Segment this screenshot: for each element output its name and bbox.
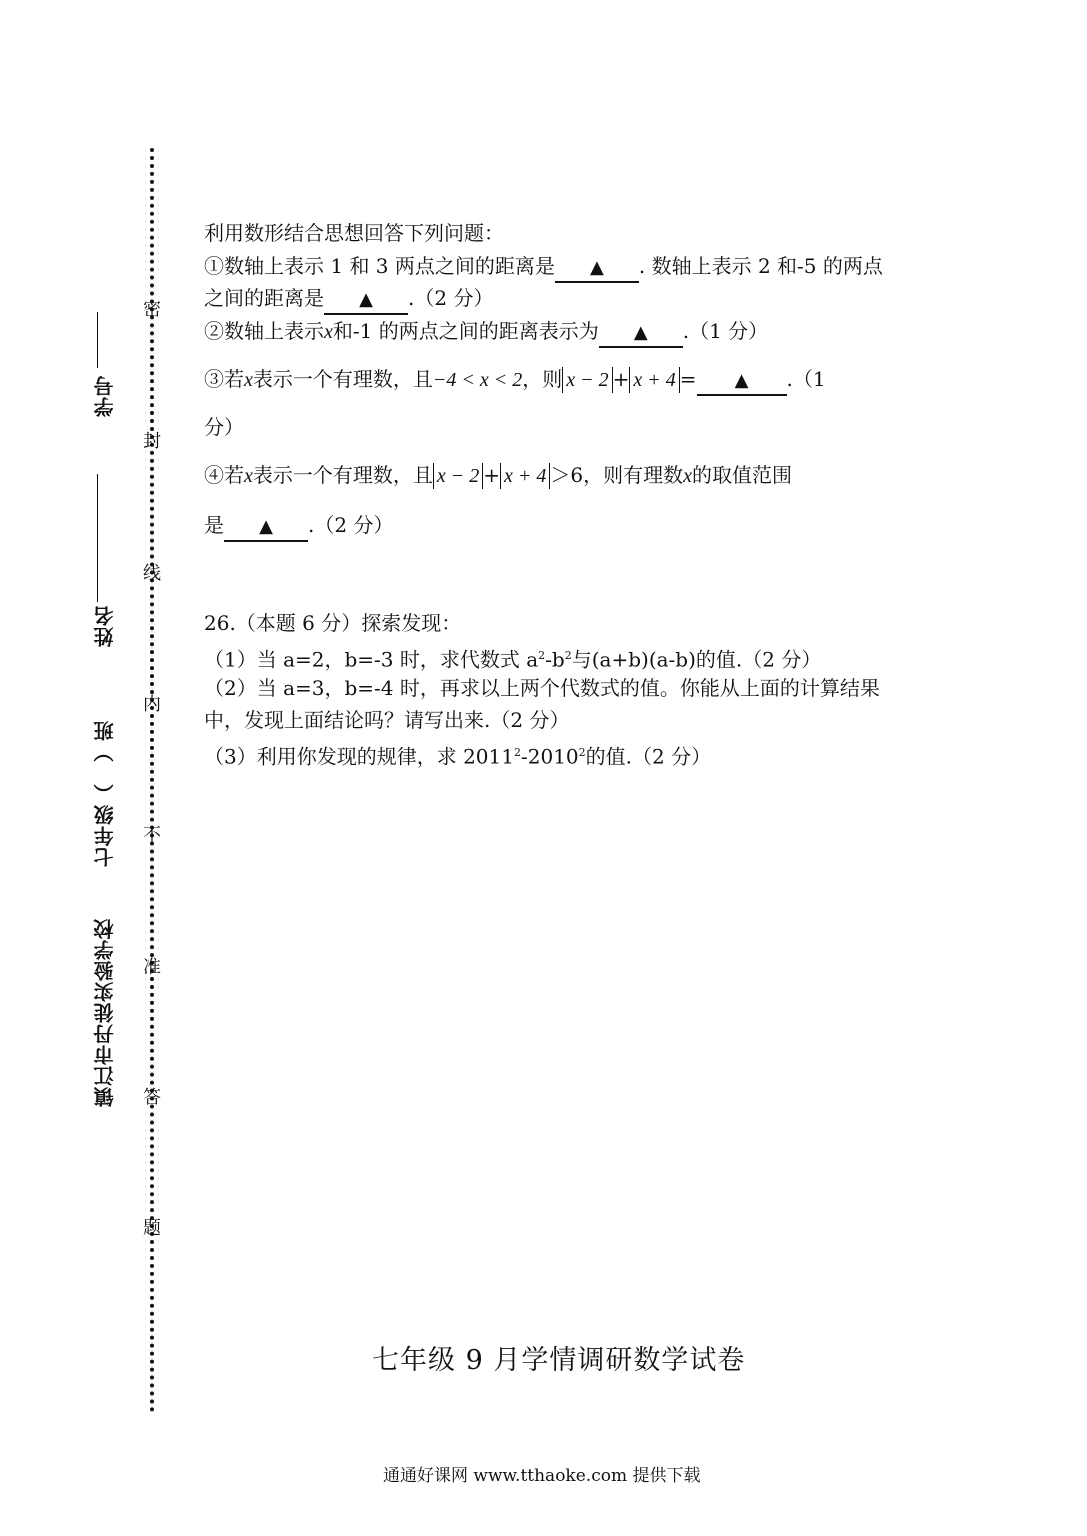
q25-part3-line2: 分） [204, 415, 244, 439]
seal-char: 内 [143, 694, 161, 715]
exponent: 2 [538, 649, 546, 662]
q25-p1-text-d: .（2 分） [408, 286, 494, 310]
q25-p3-text-e: .（1 [786, 367, 826, 391]
plus-sign: + [612, 367, 630, 391]
exponent: 2 [564, 649, 572, 662]
seal-char: 准 [143, 957, 161, 978]
answer-blank[interactable] [599, 318, 683, 348]
class-label: 七年级（ ）班 [93, 720, 117, 867]
abs-expression-1: x − 2 [433, 463, 483, 489]
seal-char: 题 [143, 1218, 161, 1239]
exponent: 2 [513, 746, 521, 759]
inequality: −4 < x < 2 [432, 369, 523, 391]
answer-triangle-icon: ▲ [259, 516, 273, 537]
abs-expression-2: x + 4 [629, 367, 679, 393]
seal-char: 不 [143, 825, 161, 846]
answer-triangle-icon: ▲ [734, 370, 749, 391]
exam-title: 七年级 9 月学情调研数学试卷 [372, 1345, 746, 1376]
seal-char: 线 [143, 563, 161, 584]
footer-credit: 通通好课网 www.tthaoke.com 提供下载 [383, 1466, 701, 1486]
answer-blank[interactable] [224, 512, 308, 542]
q25-p2-text-b: 和-1 的两点之间的距离表示为 [332, 319, 599, 343]
var-x: x [324, 321, 333, 343]
q25-p1-text-c: 之间的距离是 [204, 286, 324, 310]
q25-p3-text-b: 表示一个有理数，且 [252, 367, 433, 391]
student-id-blank-line [97, 312, 98, 368]
q25-part4-line2 [204, 512, 393, 542]
var-x: x [244, 465, 253, 487]
q26-s3-text-a: （3）利用你发现的规律，求 2011 [204, 744, 514, 769]
abs-expression-2: x + 4 [500, 463, 550, 489]
q26-header: 26.（本题 6 分）探索发现： [204, 611, 462, 635]
answer-blank[interactable] [324, 285, 408, 315]
q25-part2 [204, 318, 768, 348]
name-blank-line [97, 474, 98, 602]
q26-sub3 [204, 740, 711, 770]
q25-part3-line1 [204, 366, 826, 396]
answer-triangle-icon: ▲ [589, 257, 604, 278]
equals-sign: = [679, 367, 697, 391]
q25-p1-text-a: ①数轴上表示 1 和 3 两点之间的距离是 [204, 254, 555, 278]
q26-s1-text-b: -b [545, 647, 565, 672]
q26-sub2-line2: 中，发现上面结论吗？请写出来.（2 分） [204, 708, 570, 732]
name-label: 姓名 [93, 605, 117, 647]
answer-blank[interactable] [555, 253, 639, 283]
q25-part1-line2 [204, 285, 493, 315]
q25-p4-text-e: 是 [204, 513, 224, 537]
abs-expression-1: x − 2 [562, 367, 612, 393]
q26-sub2-line1: （2）当 a=3，b=-4 时，再求以上两个代数式的值。你能从上面的计算结果 [204, 676, 880, 700]
seal-char: 封 [143, 431, 161, 452]
plus-sign: + [483, 463, 501, 487]
q26-s1-text-a: （1）当 a=2，b=-3 时，求代数式 a [204, 647, 539, 672]
q25-p1-text-b: . 数轴上表示 2 和-5 的两点 [638, 254, 883, 278]
q25-p2-text-c: .（1 分） [682, 319, 769, 343]
student-id-label: 学号 [93, 375, 117, 417]
q25-p4-text-c: ＞6，则有理数 [550, 463, 684, 487]
q26-s3-text-c: 的值.（2 分） [585, 744, 712, 769]
q26-s1-text-c: 与(a+b)(a-b)的值.（2 分） [571, 647, 822, 672]
exponent: 2 [578, 746, 586, 759]
q25-p4-text-f: .（2 分） [308, 513, 394, 537]
seal-char: 答 [143, 1087, 161, 1108]
q25-p3-text-c: ，则 [522, 367, 563, 391]
school-label: 镇江市丹徒实验学校 [93, 918, 117, 1107]
answer-triangle-icon: ▲ [633, 322, 648, 343]
q26-s3-text-b: -2010 [520, 744, 579, 769]
q25-p3-text-a: ③若 [204, 367, 244, 391]
q26-sub1 [204, 643, 821, 673]
answer-blank[interactable] [697, 366, 787, 396]
var-x: x [683, 465, 693, 487]
q25-part1-line1 [204, 253, 883, 283]
answer-triangle-icon: ▲ [359, 289, 373, 310]
q25-p4-text-d: 的取值范围 [692, 463, 793, 487]
q25-p4-text-b: 表示一个有理数，且 [252, 463, 433, 487]
q25-part4-line1 [204, 462, 792, 489]
q25-p2-text-a: ②数轴上表示 [204, 319, 324, 343]
q25-intro: 利用数形结合思想回答下列问题： [204, 221, 504, 245]
q25-p4-text-a: ④若 [204, 463, 244, 487]
seal-char: 密 [143, 299, 161, 320]
var-x: x [244, 369, 253, 391]
